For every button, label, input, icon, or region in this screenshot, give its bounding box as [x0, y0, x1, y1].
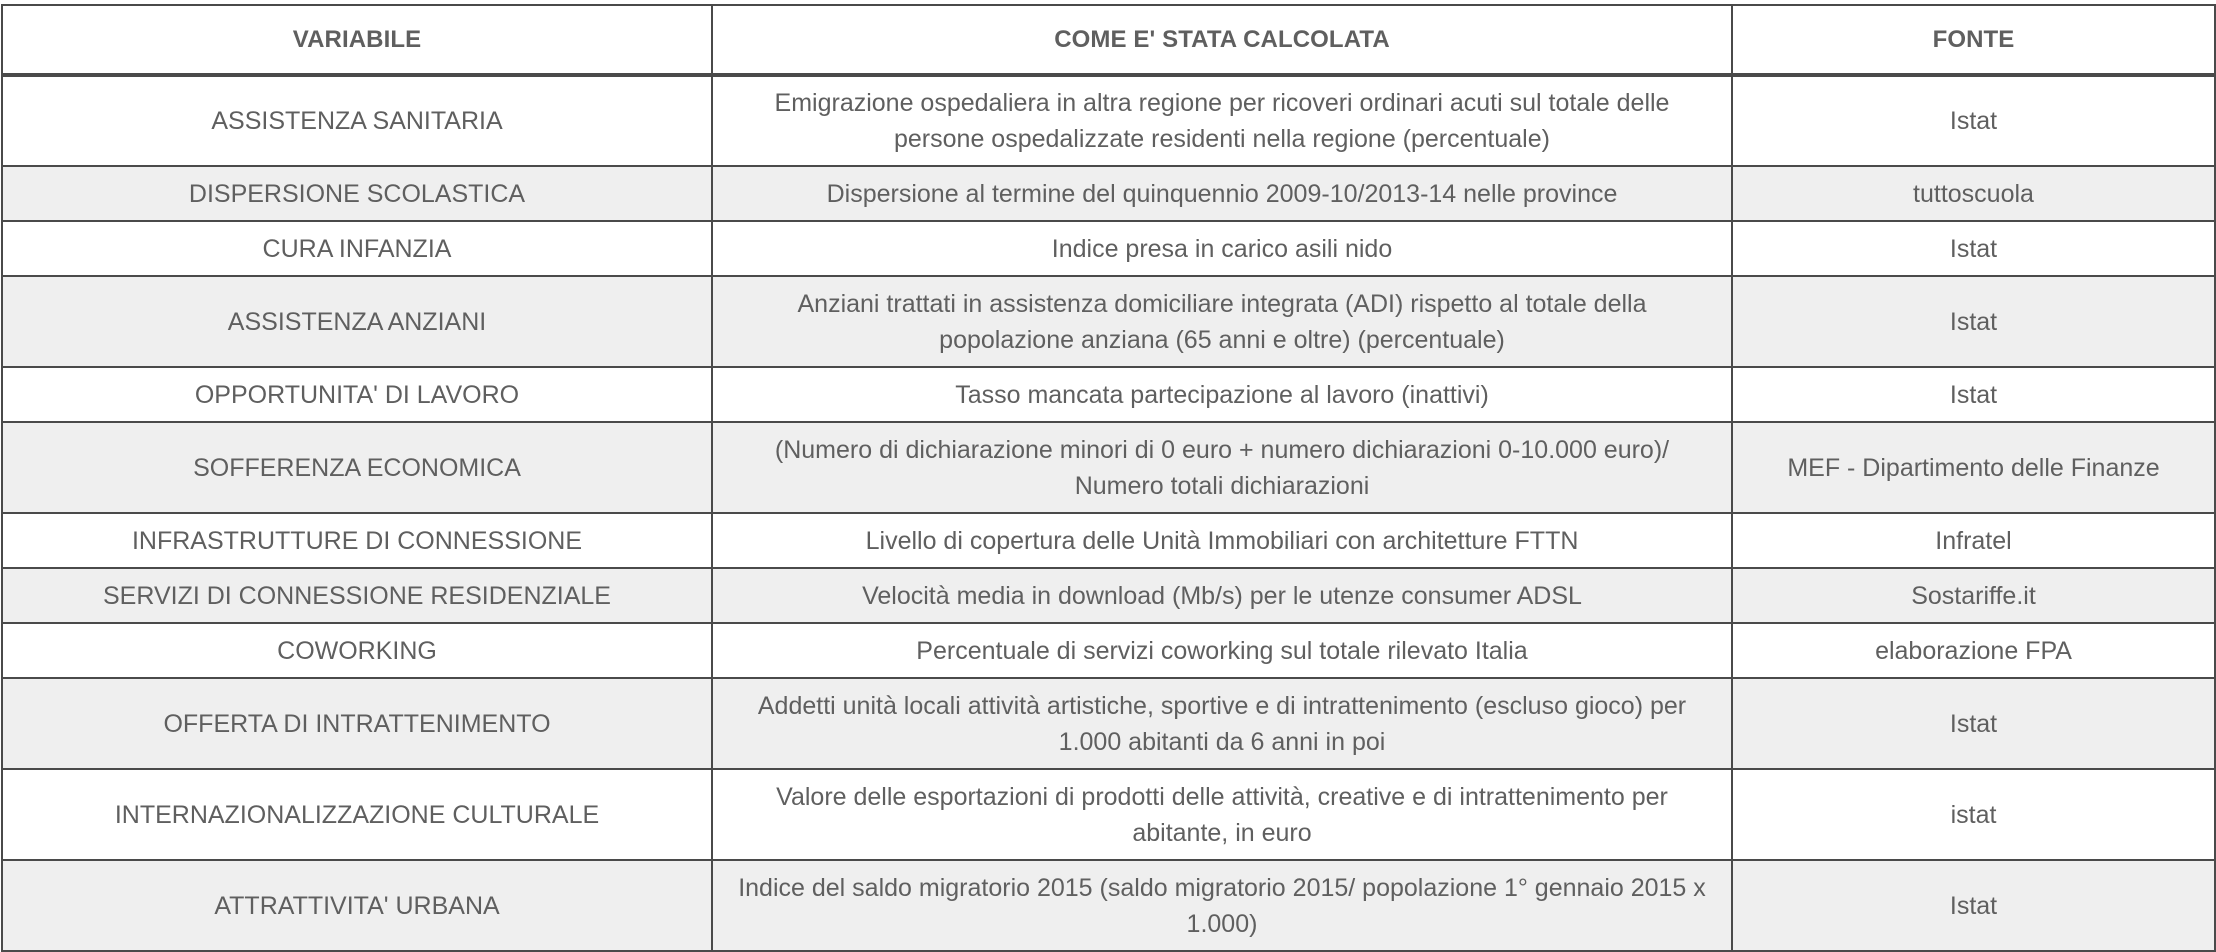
table-row	[2, 860, 2215, 951]
table-row	[2, 678, 2215, 769]
cell-method: Emigrazione ospedaliera in altra regione per ricoveri ordinari acuti sul totale delle persone ospedalizzate residenti nella regione (percentuale)	[712, 75, 1732, 166]
cell-variable: INTERNAZIONALIZZAZIONE CULTURALE	[2, 769, 712, 860]
cell-method: Indice presa in carico asili nido	[712, 221, 1732, 276]
cell-source: Istat	[1732, 75, 2215, 166]
header-method: COME E' STATA CALCOLATA	[712, 5, 1732, 75]
header-source: FONTE	[1732, 5, 2215, 75]
cell-source: Istat	[1732, 367, 2215, 422]
cell-method: (Numero di dichiarazione minori di 0 euro + numero dichiarazioni 0-10.000 euro)/ Numero totali dichiarazioni	[712, 422, 1732, 513]
cell-variable: DISPERSIONE SCOLASTICA	[2, 166, 712, 221]
header-variable: VARIABILE	[2, 5, 712, 75]
table-body	[2, 75, 2215, 951]
cell-method: Indice del saldo migratorio 2015 (saldo migratorio 2015/ popolazione 1° gennaio 2015 x 1.000)	[712, 860, 1732, 951]
cell-source: Sostariffe.it	[1732, 568, 2215, 623]
cell-source: Istat	[1732, 860, 2215, 951]
cell-method: Dispersione al termine del quinquennio 2009-10/2013-14 nelle province	[712, 166, 1732, 221]
cell-method: Percentuale di servizi coworking sul totale rilevato Italia	[712, 623, 1732, 678]
cell-variable: INFRASTRUTTURE DI CONNESSIONE	[2, 513, 712, 568]
cell-variable: SERVIZI DI CONNESSIONE RESIDENZIALE	[2, 568, 712, 623]
cell-variable: ASSISTENZA SANITARIA	[2, 75, 712, 166]
cell-method: Velocità media in download (Mb/s) per le utenze consumer ADSL	[712, 568, 1732, 623]
header-row	[2, 5, 2215, 75]
cell-source: elaborazione FPA	[1732, 623, 2215, 678]
cell-method: Tasso mancata partecipazione al lavoro (inattivi)	[712, 367, 1732, 422]
table-row	[2, 422, 2215, 513]
table-row	[2, 221, 2215, 276]
table-row	[2, 568, 2215, 623]
cell-variable: SOFFERENZA ECONOMICA	[2, 422, 712, 513]
table-header	[2, 5, 2215, 75]
variables-table	[1, 4, 2216, 952]
cell-variable: OFFERTA DI INTRATTENIMENTO	[2, 678, 712, 769]
cell-source: Infratel	[1732, 513, 2215, 568]
cell-method: Anziani trattati in assistenza domiciliare integrata (ADI) rispetto al totale della popolazione anziana (65 anni e oltre) (percentuale)	[712, 276, 1732, 367]
cell-method: Valore delle esportazioni di prodotti delle attività, creative e di intrattenimento per abitante, in euro	[712, 769, 1732, 860]
cell-variable: ATTRATTIVITA' URBANA	[2, 860, 712, 951]
table-row	[2, 276, 2215, 367]
cell-variable: ASSISTENZA ANZIANI	[2, 276, 712, 367]
cell-source: MEF - Dipartimento delle Finanze	[1732, 422, 2215, 513]
cell-source: Istat	[1732, 221, 2215, 276]
table-row	[2, 769, 2215, 860]
cell-variable: OPPORTUNITA' DI LAVORO	[2, 367, 712, 422]
table-row	[2, 513, 2215, 568]
cell-variable: COWORKING	[2, 623, 712, 678]
cell-method: Livello di copertura delle Unità Immobiliari con architetture FTTN	[712, 513, 1732, 568]
cell-variable: CURA INFANZIA	[2, 221, 712, 276]
table-row	[2, 367, 2215, 422]
cell-source: tuttoscuola	[1732, 166, 2215, 221]
cell-source: Istat	[1732, 678, 2215, 769]
table-row	[2, 75, 2215, 166]
cell-source: Istat	[1732, 276, 2215, 367]
cell-method: Addetti unità locali attività artistiche, sportive e di intrattenimento (escluso gioco) per 1.000 abitanti da 6 anni in poi	[712, 678, 1732, 769]
table-row	[2, 166, 2215, 221]
cell-source: istat	[1732, 769, 2215, 860]
table-row	[2, 623, 2215, 678]
